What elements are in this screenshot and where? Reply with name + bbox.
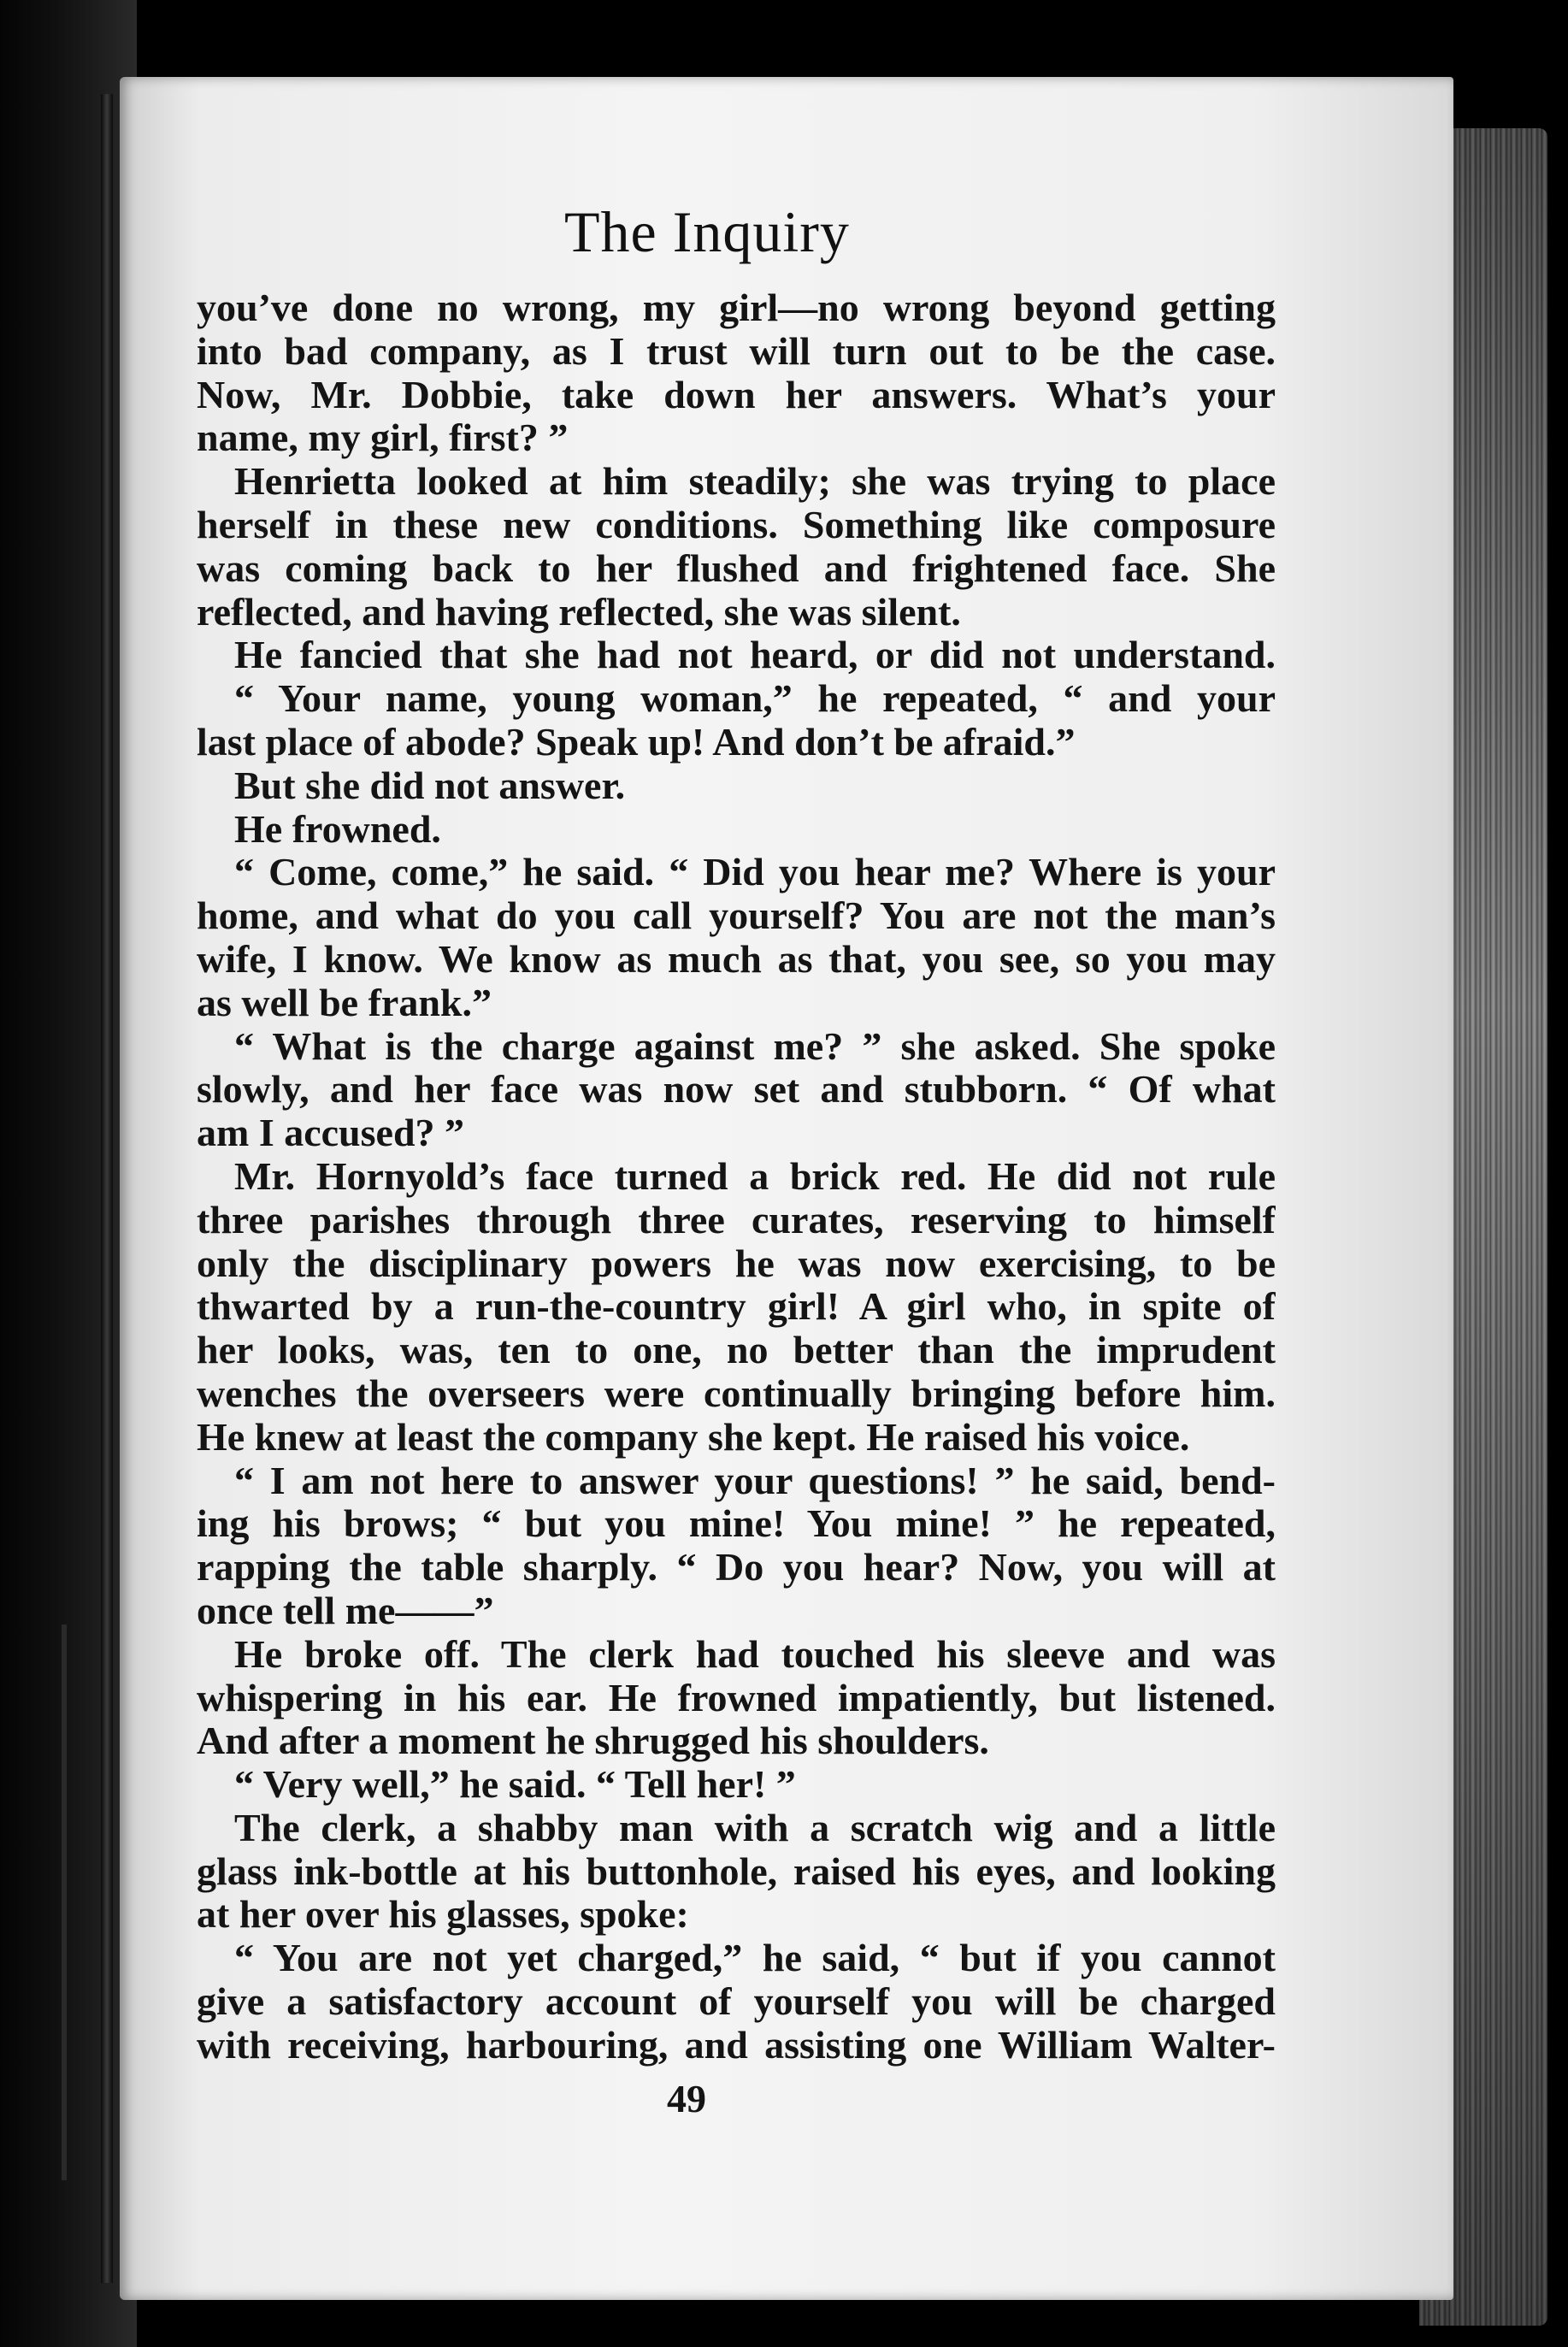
text-line: with receiving, harbouring, and assisting one William Walter- [197,2023,1276,2067]
text-line: He knew at least the company she kept. He raised his voice. [197,1415,1190,1459]
gutter-rule [101,94,113,2283]
text-line: wife, I know. We know as much as that, you see, so you may [197,937,1276,981]
text-line: you’ve done no wrong, my girl—no wrong beyond getting [197,286,1276,329]
text-line: home, and what do you call yourself? You are not the man’s [197,894,1276,938]
text-line: “ You are not yet charged,” he said, “ but if you cannot [234,1937,1276,1980]
text-line: thwarted by a run-the-country girl! A girl who, in spite of [197,1285,1276,1329]
text-line: only the disciplinary powers he was now exercising, to be [197,1241,1276,1285]
text-line: as well be frank.” [197,981,492,1024]
text-line: three parishes through three curates, reserving to himself [197,1198,1276,1241]
text-line: “ I am not here to answer your questions! ” he said, bend- [234,1459,1276,1502]
text-line: glass ink-bottle at his buttonhole, raised his eyes, and looking [197,1849,1276,1893]
text-line: reflected, and having reflected, she was silent. [197,590,961,634]
text-line: herself in these new conditions. Something like composure [197,503,1276,546]
text-line: at her over his glasses, spoke: [197,1893,689,1937]
text-line: But she did not answer. [234,764,626,807]
text-line: ing his brows; “ but you mine! You mine! ” he repeated, [197,1502,1276,1546]
text-line: into bad company, as I trust will turn out to be the case. [197,329,1276,373]
text-line: last place of abode? Speak up! And don’t be afraid.” [197,720,1076,764]
text-line: Now, Mr. Dobbie, take down her answers. What’s your [197,373,1276,416]
text-line: He fancied that she had not heard, or did not understand. [234,634,1276,677]
body-text [197,286,1276,2067]
running-title: The Inquiry [564,199,850,264]
gutter-rule-secondary [62,1625,67,2180]
text-line: “ Your name, young woman,” he repeated, “ and your [234,677,1276,721]
text-line: “ Very well,” he said. “ Tell her! ” [234,1763,796,1807]
text-line: “ What is the charge against me? ” she asked. She spoke [234,1024,1276,1068]
text-line: whispering in his ear. He frowned impatiently, but listened. [197,1676,1276,1719]
text-line: slowly, and her face was now set and stubborn. “ Of what [197,1068,1276,1112]
text-line: wenches the overseers were continually bringing before him. [197,1371,1276,1415]
text-line: Mr. Hornyold’s face turned a brick red. He did not rule [234,1154,1276,1198]
text-line: He broke off. The clerk had touched his sleeve and was [234,1632,1276,1676]
text-line: rapping the table sharply. “ Do you hear? Now, you will at [197,1546,1276,1589]
text-line: her looks, was, ten to one, no better than the imprudent [197,1329,1276,1372]
text-line: And after a moment he shrugged his shoulders. [197,1719,989,1763]
text-line: He frowned. [234,807,441,851]
book-gutter-left [0,0,137,2347]
text-line: The clerk, a shabby man with a scratch wig and a little [234,1806,1276,1849]
text-line: was coming back to her flushed and frightened face. She [197,546,1276,590]
text-line: give a satisfactory account of yourself you will be charged [197,1980,1276,2024]
text-line: Henrietta looked at him steadily; she was trying to place [234,460,1276,504]
text-line: “ Come, come,” he said. “ Did you hear me? Where is your [234,851,1276,894]
text-line: name, my girl, first? ” [197,416,569,460]
text-line: am I accused? ” [197,1112,465,1155]
page-number: 49 [667,2077,706,2120]
text-line: once tell me——” [197,1589,494,1632]
